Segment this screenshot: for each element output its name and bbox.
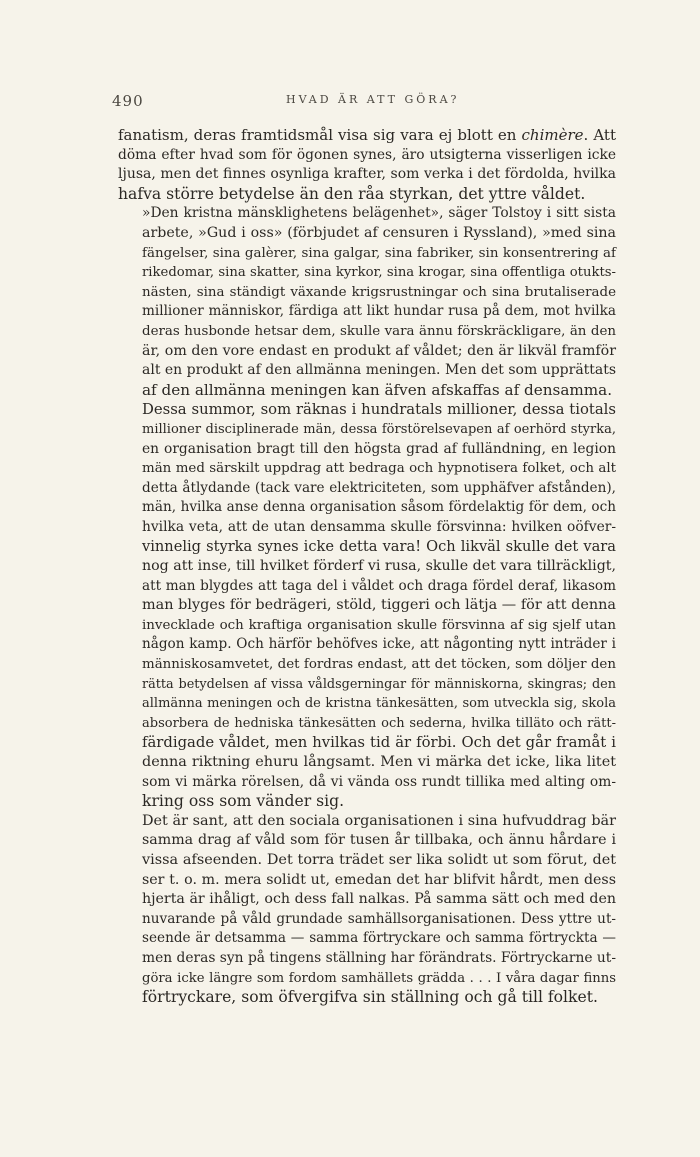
text-line: fängelser, sina galèrer, sina galgar, sina fabriker, sin konsentrering af [142,245,616,261]
text-line: man blyges för bedrägeri, stöld, tiggeri och lätja — för att denna [142,597,616,614]
text-line: döma efter hvad som för ögonen synes, äro utsigterna visserligen icke [118,146,616,163]
text-line: män, hvilka anse denna organisation såsom fördelaktig för dem, och [142,499,616,516]
body-text [118,126,616,1008]
text-line: vissa afseenden. Det torra trädet ser lika solidt ut som förut, det [142,851,616,868]
text-line: hafva större betydelse än den råa styrkan, det yttre våldet. [118,184,586,203]
paragraph [118,126,616,204]
text-line: vinnelig styrka synes icke detta vara! Och likväl skulle det vara [142,538,616,556]
text-line: förtryckare, som öfvergifva sin ställning och gå till folket. [142,988,598,1007]
text-line: »Den kristna mänsklighetens belägenhet», säger Tolstoy i sitt sista [142,205,616,222]
text-line: göra icke längre som fordom samhällets grädda . . . I våra dagar finns [142,970,616,986]
text-line: alt en produkt af den allmänna meningen. Men det som upprättats [142,362,617,379]
page-number: 490 [112,92,144,110]
paragraph [118,204,616,400]
text-line: Dessa summor, som räknas i hundratals millioner, dessa tiotals [142,401,616,419]
text-line: nog att inse, till hvilket förderf vi rusa, skulle det vara tillräckligt, [142,558,616,575]
text-line: deras husbonde hetsar dem, skulle vara ännu förskräckligare, än den [142,323,616,339]
paragraph [118,400,616,811]
text-line: invecklade och kraftiga organisation skulle försvinna af sig sjelf utan [142,617,616,633]
text-line: fanatism, deras framtidsmål visa sig vara ej blott en chimère. Att [118,126,616,144]
paragraph [118,812,616,1008]
text-line: män med särskilt uppdrag att bedraga och hypnotisera folket, och alt [142,461,616,477]
text-line: kring oss som vänder sig. [142,792,345,811]
text-line: hjerta är ihåligt, och dess fall nalkas. På samma sätt och med den [142,891,616,908]
text-line: detta åtlydande (tack vare elektriciteten, som upphäfver afstånden), [142,479,616,496]
text-line: millioner människor, färdiga att likt hundar rusa på dem, mot hvilka [142,303,616,320]
running-head [112,92,616,116]
text-line: millioner disciplinerade män, dessa förstörelsevapen af oerhörd styrka, [142,421,616,437]
text-line: samma drag af våld som för tusen år tillbaka, och ännu hårdare i [142,832,616,849]
text-line: arbete, »Gud i oss» (förbjudet af censuren i Ryssland), »med sina [142,224,616,241]
text-line: men deras syn på tingens ställning har förändrats. Förtryckarne ut- [142,949,617,966]
text-line: nästen, sina ständigt växande krigsrustningar och sina brutaliserade [142,284,616,300]
text-line: hvilka veta, att de utan densamma skulle försvinna: hvilken oöfver- [142,518,616,535]
text-line: Det är sant, att den sociala organisationen i sina hufvuddrag bär [142,812,616,829]
text-line: denna riktning ehuru långsamt. Men vi märka det icke, lika litet [142,754,616,770]
text-line: färdigade våldet, men hvilkas tid är förbi. Och det går framåt i [142,734,616,752]
text-line: seende är detsamma — samma förtryckare och samma förtryckta — [142,930,616,947]
text-line: rätta betydelsen af vissa våldsgerningar för människorna, skingras; den [142,676,616,692]
text-line: människosamvetet, det fordras endast, att det töcken, som döljer den [142,657,616,673]
text-line: att man blygdes att taga del i våldet och draga fördel deraf, likasom [142,577,616,594]
text-line: absorbera de hedniska tänkesätten och sederna, hvilka tilläto och rätt- [142,715,616,731]
text-line: en organisation bragt till den högsta grad af fulländning, en legion [142,440,616,457]
text-line: är, om den vore endast en produkt af våldet; den är likväl framför [142,342,616,359]
book-page [112,92,617,1008]
foreign-word: chimère [521,126,584,144]
text-line: ser t. o. m. mera solidt ut, emedan det har blifvit hårdt, men dess [142,871,616,888]
text-line: rikedomar, sina skatter, sina kyrkor, sina krogar, sina offentliga otukts- [142,265,616,281]
text-line: allmänna meningen och de kristna tänkesätten, som utveckla sig, skola [142,696,616,712]
text-line: som vi märka rörelsen, då vi vända oss rundt tillika med alting om- [142,773,616,790]
text-line: nuvarande på våld grundade samhällsorganisationen. Dess yttre ut- [142,910,616,927]
text-line: af den allmänna meningen kan äfven afskaffas af densamma. [142,380,613,399]
text-line: ljusa, men det finnes osynliga krafter, som verka i det fördolda, hvilka [118,166,616,183]
running-title: HVAD ÄR ATT GÖRA? [286,93,460,106]
text-line: någon kamp. Och härför behöfves icke, att någonting nytt inträder i [142,636,616,653]
